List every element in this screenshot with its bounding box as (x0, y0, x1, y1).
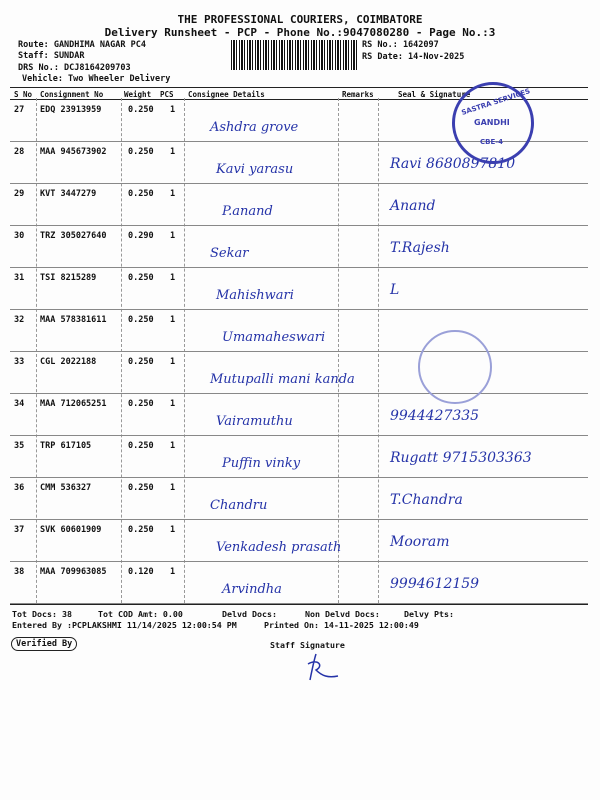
receiver-signature: Rugatt 9715303363 (390, 450, 532, 466)
cell-sno: 30 (14, 231, 25, 241)
table-row (10, 520, 588, 562)
receiver-signature: T.Chandra (390, 492, 463, 508)
consignee-handwriting: Kavi yarasu (216, 162, 294, 177)
cell-sno: 29 (14, 189, 25, 199)
cell-weight: 0.250 (128, 147, 154, 157)
route-label: Route: GANDHIMA NAGAR PC4 (18, 40, 146, 50)
cell-consignment-no: CMM 536327 (40, 483, 92, 493)
faded-stamp (418, 330, 492, 404)
cell-weight: 0.250 (128, 399, 154, 409)
cell-consignment-no: TRZ 305027640 (40, 231, 107, 241)
cell-consignment-no: SVK 60601909 (40, 525, 102, 535)
barcode (231, 40, 357, 70)
delivered-docs: Delvd Docs: (222, 609, 277, 619)
doc-title: THE PROFESSIONAL COURIERS, COIMBATORE (177, 13, 423, 26)
consignee-handwriting: P.anand (222, 204, 273, 219)
receiver-signature: L (390, 282, 400, 298)
cell-sno: 32 (14, 315, 25, 325)
cell-weight: 0.290 (128, 231, 154, 241)
cell-sno: 35 (14, 441, 25, 451)
cell-consignment-no: CGL 2022188 (40, 357, 97, 367)
cell-pcs: 1 (170, 483, 176, 493)
receiver-signature: Mooram (390, 534, 450, 550)
col-seal: Seal & Signature (398, 90, 471, 99)
staff-label: Staff: SUNDAR (18, 51, 85, 61)
cell-weight: 0.250 (128, 273, 154, 283)
cell-pcs: 1 (170, 231, 176, 241)
cell-consignment-no: EDQ 23913959 (40, 105, 102, 115)
table-row (10, 478, 588, 520)
cell-sno: 38 (14, 567, 25, 577)
cell-sno: 37 (14, 525, 25, 535)
col-pcs: PCS (160, 90, 174, 99)
consignee-handwriting: Mahishwari (216, 288, 294, 303)
consignee-handwriting: Venkadesh prasath (216, 540, 342, 555)
cell-pcs: 1 (170, 441, 176, 451)
cell-weight: 0.250 (128, 441, 154, 451)
receiver-signature: 9944427335 (390, 408, 480, 424)
cell-sno: 34 (14, 399, 25, 409)
cell-weight: 0.250 (128, 189, 154, 199)
cell-sno: 28 (14, 147, 25, 157)
table-row (10, 310, 588, 352)
consignee-handwriting: Umamaheswari (222, 330, 326, 345)
table-row (10, 352, 588, 394)
cell-consignment-no: KVT 3447279 (40, 189, 97, 199)
table-bottom-rule (10, 604, 588, 605)
consignee-handwriting: Puffin vinky (222, 456, 301, 471)
cell-consignment-no: MAA 709963085 (40, 567, 107, 577)
cell-sno: 33 (14, 357, 25, 367)
table-row (10, 562, 588, 604)
consignee-handwriting: Mutupalli mani kanda (210, 372, 355, 387)
receiver-signature: Anand (390, 198, 436, 214)
non-delivered-docs: Non Delvd Docs: (305, 609, 380, 619)
consignee-handwriting: Vairamuthu (216, 414, 293, 429)
rs-no-label: RS No.: 1642097 (362, 40, 439, 50)
cell-weight: 0.250 (128, 105, 154, 115)
col-consignment: Consignment No (40, 90, 104, 99)
vehicle-label: Vehicle: Two Wheeler Delivery (22, 74, 171, 84)
cell-sno: 27 (14, 105, 25, 115)
cell-consignment-no: TSI 8215289 (40, 273, 97, 283)
delivery-points: Delvy Pts: (404, 609, 454, 619)
staff-signature-label: Staff Signature (270, 640, 345, 650)
receiver-signature: Ravi 8680897810 (390, 156, 516, 172)
total-docs: Tot Docs: 38 (12, 609, 72, 619)
cell-pcs: 1 (170, 147, 176, 157)
table-row (10, 394, 588, 436)
stamp-text-mid: GANDHI (474, 118, 510, 127)
col-remarks: Remarks (342, 90, 374, 99)
cell-consignment-no: TRP 617105 (40, 441, 92, 451)
rs-date-label: RS Date: 14-Nov-2025 (362, 52, 465, 62)
col-weight: Weight (124, 90, 152, 99)
cell-consignment-no: MAA 945673902 (40, 147, 107, 157)
cell-weight: 0.250 (128, 357, 154, 367)
receiver-signature: 9994612159 (390, 576, 480, 592)
consignee-handwriting: Ashdra grove (210, 120, 299, 135)
cell-pcs: 1 (170, 273, 176, 283)
stamp-text-top: SASTRA SERVICES (460, 87, 532, 117)
cell-weight: 0.250 (128, 483, 154, 493)
cell-pcs: 1 (170, 399, 176, 409)
consignee-handwriting: Sekar (210, 246, 249, 261)
consignee-handwriting: Chandru (210, 498, 268, 513)
cell-pcs: 1 (170, 567, 176, 577)
cell-sno: 31 (14, 273, 25, 283)
consignee-handwriting: Arvindha (222, 582, 282, 597)
receiver-signature: T.Rajesh (390, 240, 450, 256)
table-row (10, 226, 588, 268)
cell-pcs: 1 (170, 189, 176, 199)
table-row (10, 184, 588, 226)
staff-signature-mark (298, 650, 358, 686)
table-row (10, 268, 588, 310)
doc-subtitle: Delivery Runsheet - PCP - Phone No.:9047080280 - Page No.:3 (104, 26, 496, 39)
verified-by-label: Verified By (11, 637, 77, 651)
total-cod: Tot COD Amt: 0.00 (98, 609, 183, 619)
cell-weight: 0.250 (128, 525, 154, 535)
col-consignee: Consignee Details (188, 90, 265, 99)
cell-pcs: 1 (170, 525, 176, 535)
cell-consignment-no: MAA 578381611 (40, 315, 107, 325)
cell-pcs: 1 (170, 315, 176, 325)
cell-weight: 0.250 (128, 315, 154, 325)
cell-weight: 0.120 (128, 567, 154, 577)
table-row (10, 436, 588, 478)
drs-label: DRS No.: DCJ8164209703 (18, 63, 131, 73)
entered-by: Entered By :PCPLAKSHMI 11/14/2025 12:00:54 PM (12, 620, 237, 630)
stamp-text-bottom: CBE-4 (480, 138, 504, 146)
cell-sno: 36 (14, 483, 25, 493)
cell-pcs: 1 (170, 105, 176, 115)
cell-consignment-no: MAA 712065251 (40, 399, 107, 409)
col-sno: S No (14, 90, 33, 99)
cell-pcs: 1 (170, 357, 176, 367)
printed-on: Printed On: 14-11-2025 12:00:49 (264, 620, 419, 630)
